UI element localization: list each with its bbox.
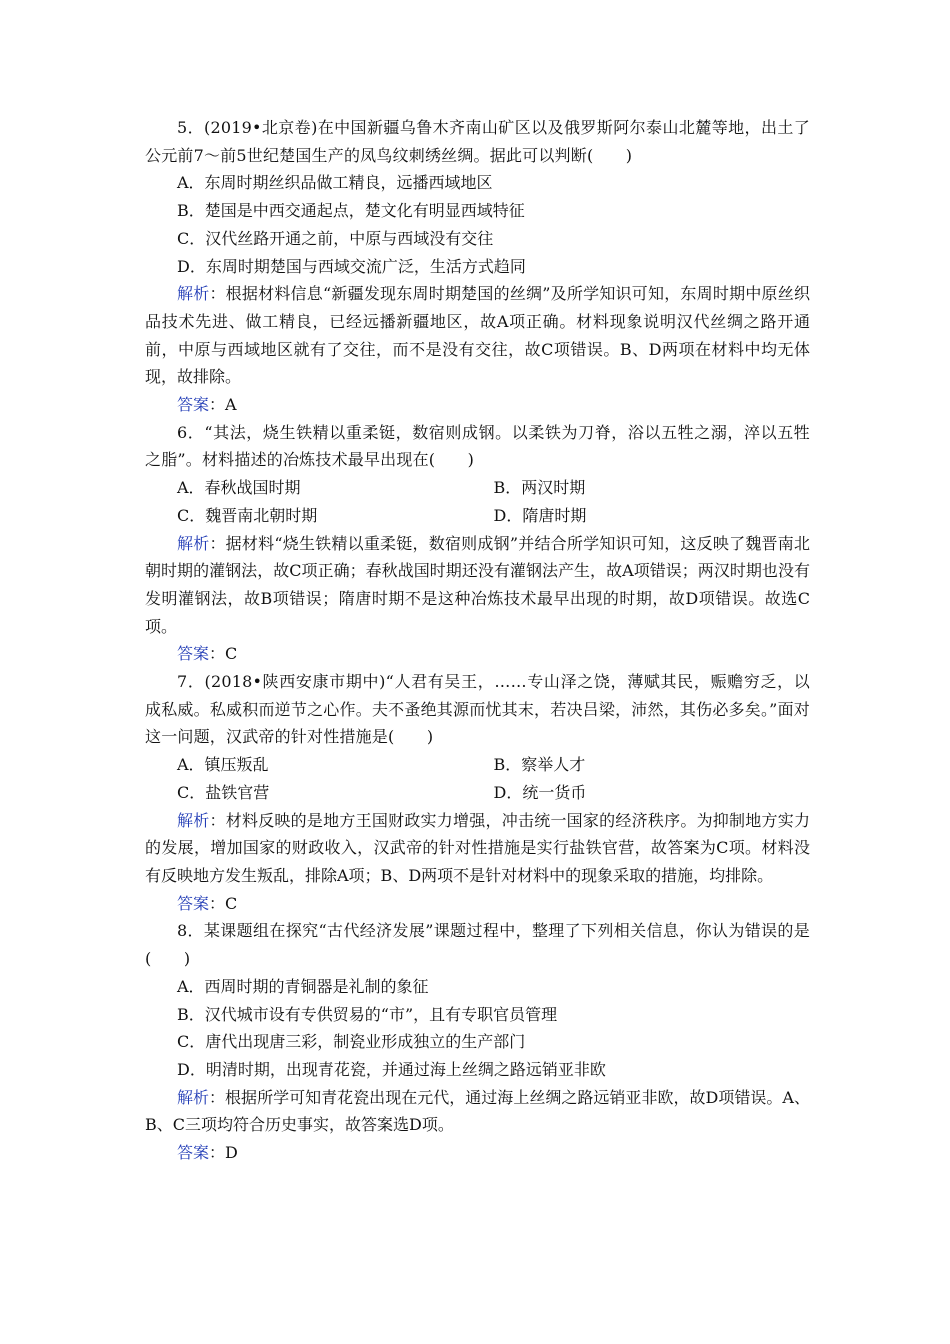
option-a: A．西周时期的青铜器是礼制的象征	[177, 976, 429, 996]
answer-text: ：C	[209, 893, 238, 913]
analysis	[145, 280, 810, 391]
answer	[145, 890, 810, 918]
option-d: D．东周时期楚国与西域交流广泛，生活方式趋同	[177, 256, 526, 276]
question-7	[145, 668, 810, 917]
analysis	[145, 1084, 810, 1139]
analysis-label: 解析	[177, 1087, 210, 1107]
answer-label: 答案	[177, 395, 210, 415]
option-d: D．隋唐时期	[493, 505, 587, 525]
analysis	[145, 807, 810, 890]
question-stem: 6．“其法，烧生铁精以重柔铤，数宿则成钢。以柔铁为刀脊，浴以五牲之溺，淬以五牲之脂”。材料描述的冶炼技术最早出现在( )	[145, 422, 810, 470]
answer-text: ：D	[209, 1143, 238, 1163]
analysis-label: 解析	[177, 533, 210, 553]
document-page	[145, 114, 810, 1167]
analysis-text: ：据材料“烧生铁精以重柔铤，数宿则成钢”并结合所学知识可知，这反映了魏晋南北朝时期的灌钢法，故C项正确；春秋战国时期还没有灌钢法产生，故A项错误；两汉时期也没有发明灌钢法，故B项错误；隋唐时期不是这种冶炼技术最早出现的时期，故D项错误。故选C项。	[145, 533, 810, 636]
answer-label: 答案	[177, 1143, 210, 1163]
option-b: B．两汉时期	[493, 478, 586, 498]
option-a: A．镇压叛乱	[177, 755, 269, 775]
question-5	[145, 114, 810, 419]
question-stem: 5．(2019•北京卷)在中国新疆乌鲁木齐南山矿区以及俄罗斯阿尔泰山北麓等地，出土了公元前7～前5世纪楚国生产的凤鸟纹刺绣丝绸。据此可以判断( )	[145, 118, 810, 165]
option-b: B．楚国是中西交通起点，楚文化有明显西域特征	[177, 201, 525, 221]
question-stem: 8．某课题组在探究“古代经济发展”课题过程中，整理了下列相关信息，你认为错误的是( )	[145, 921, 810, 969]
analysis-text: ：材料反映的是地方王国财政实力增强，冲击统一国家的经济秩序。为抑制地方实力的发展，增加国家的财政收入，汉武帝的针对性措施是实行盐铁官营，故答案为C项。材料没有反映地方发生叛乱，排除A项；B、D两项不是针对材料中的现象采取的措施，均排除。	[145, 810, 810, 885]
answer	[145, 391, 810, 419]
option-row	[145, 502, 810, 530]
answer-label: 答案	[177, 893, 210, 913]
option-a: A．春秋战国时期	[177, 478, 301, 498]
question-6	[145, 419, 810, 668]
option-a: A．东周时期丝织品做工精良，远播西域地区	[177, 173, 493, 193]
analysis-text: ：根据所学可知青花瓷出现在元代，通过海上丝绸之路远销亚非欧，故D项错误。A、B、C三项均符合历史事实，故答案选D项。	[145, 1087, 810, 1135]
answer-text: ：A	[209, 395, 237, 415]
option-d: D．统一货币	[493, 782, 587, 802]
option-row	[145, 751, 810, 779]
answer	[145, 640, 810, 668]
analysis-text: ：根据材料信息“新疆发现东周时期楚国的丝绸”及所学知识可知，东周时期中原丝织品技术先进、做工精良，已经远播新疆地区，故A项正确。材料现象说明汉代丝绸之路开通前，中原与西域地区就有了交往，而不是没有交往，故C项错误。B、D两项在材料中均无体现，故排除。	[145, 284, 810, 387]
option-c: C．汉代丝路开通之前，中原与西域没有交往	[177, 228, 494, 248]
option-c: C．唐代出现唐三彩，制瓷业形成独立的生产部门	[177, 1032, 526, 1052]
option-b: B．察举人才	[493, 755, 586, 775]
analysis-label: 解析	[177, 284, 210, 304]
option-c: C．盐铁官营	[177, 782, 270, 802]
answer	[145, 1139, 810, 1167]
option-row	[145, 779, 810, 807]
question-stem: 7．(2018•陕西安康市期中)“人君有吴王，……专山泽之饶，薄赋其民，赈赡穷乏，以成私威。私威积而逆节之心作。夫不蚤绝其源而忧其末，若决吕梁，沛然，其伤必多矣。”面对这一问题，汉武帝的针对性措施是( )	[145, 672, 810, 747]
analysis-label: 解析	[177, 810, 210, 830]
question-8	[145, 917, 810, 1166]
option-d: D．明清时期，出现青花瓷，并通过海上丝绸之路远销亚非欧	[177, 1059, 606, 1079]
option-row	[145, 474, 810, 502]
answer-label: 答案	[177, 644, 210, 664]
option-c: C．魏晋南北朝时期	[177, 505, 318, 525]
analysis	[145, 530, 810, 641]
answer-text: ：C	[209, 644, 238, 664]
option-b: B．汉代城市设有专供贸易的“市”，且有专职官员管理	[177, 1004, 558, 1024]
